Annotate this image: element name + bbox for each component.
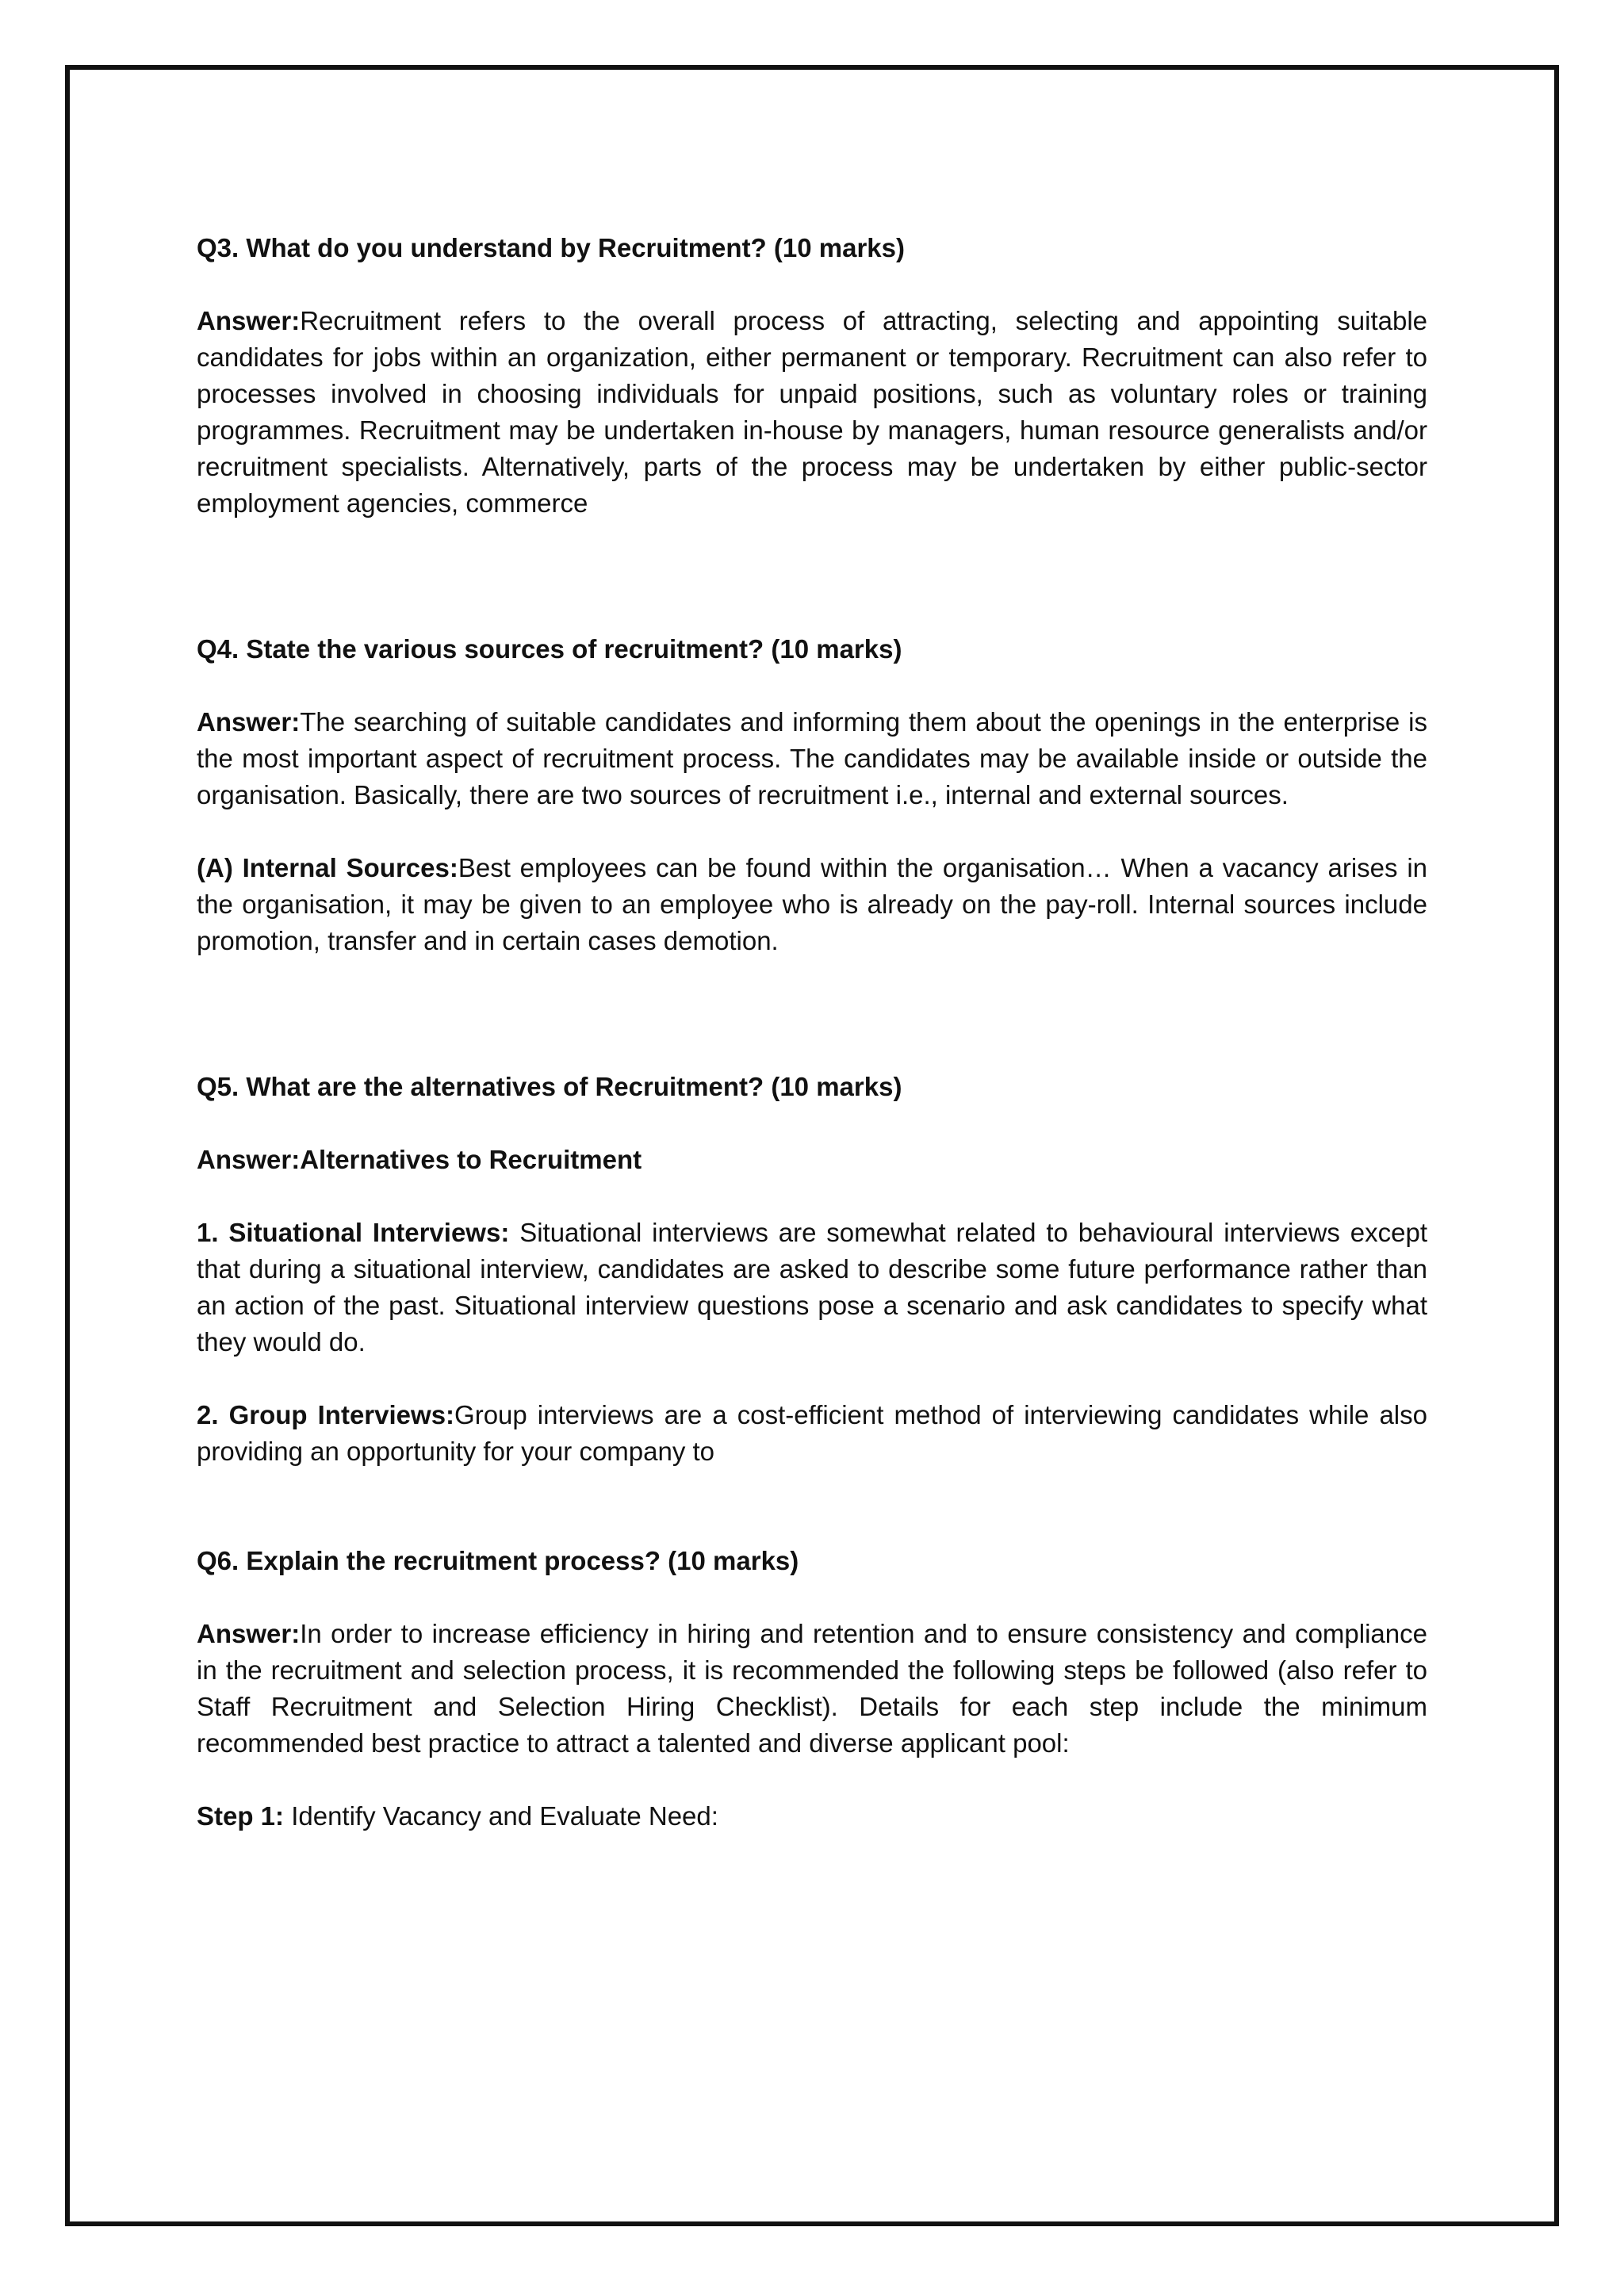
- q5-heading: Q5. What are the alternatives of Recruitment? (10 marks): [197, 1072, 902, 1101]
- q3-answer-text: Recruitment refers to the overall process of attracting, selecting and appointing suitable candidates for jobs within an organization, either permanent or temporary. Recruitment can also refer to processes involved in choosing individuals for unpaid positions, such as voluntary roles or training programmes. Recruitment may be undertaken in-house by managers, human resource generalists and/or recruitment specialists. Alternatively, parts of the process may be undertaken by either public-sector employment agencies, commerce: [197, 306, 1427, 518]
- q5-item1-text: Situational interviews are somewhat related to behavioural interviews except that during a situational interview, candidates are asked to describe some future performance rather than an action of the past. Situational interview questions pose a scenario and ask candidates to specify what they would do.: [197, 1218, 1427, 1357]
- q6-answer: [197, 1616, 1427, 1762]
- q5-answer-title: Alternatives to Recruitment: [300, 1145, 642, 1174]
- q4-internal-sources: [197, 850, 1427, 959]
- q3-answer: [197, 303, 1427, 522]
- q4-answer: [197, 704, 1427, 813]
- q6-step1-text: Identify Vacancy and Evaluate Need:: [284, 1801, 718, 1831]
- q4-answer-text: The searching of suitable candidates and informing them about the openings in the enterprise is the most important aspect of recruitment process. The candidates may be available inside or outside the organisation. Basically, there are two sources of recruitment i.e., internal and external sources.: [197, 707, 1427, 809]
- q5-answer-label: Answer:: [197, 1145, 301, 1174]
- q5-item-1: [197, 1215, 1427, 1360]
- q6-answer-label: Answer:: [197, 1619, 301, 1648]
- q4-answer-label: Answer:: [197, 707, 301, 737]
- q4-internal-text: Best employees can be found within the organisation… When a vacancy arises in the organisation, it may be given to an employee who is already on the pay-roll. Internal sources include promotion, transfer and in certain cases demotion.: [197, 853, 1428, 955]
- q5-item2-label: 2. Group Interviews:: [197, 1400, 455, 1429]
- q4-internal-label: (A) Internal Sources:: [197, 853, 458, 882]
- q3-heading: Q3. What do you understand by Recruitment? (10 marks): [197, 233, 905, 262]
- q6-heading: Q6. Explain the recruitment process? (10 marks): [197, 1546, 799, 1575]
- q6-step1-label: Step 1:: [197, 1801, 285, 1831]
- q5-item1-label: 1. Situational Interviews:: [197, 1218, 510, 1247]
- q6-step-1: [197, 1798, 1427, 1835]
- q5-item-2: [197, 1397, 1427, 1470]
- q5-answer: [197, 1142, 1427, 1178]
- q3-answer-label: Answer:: [197, 306, 301, 335]
- q6-answer-text: In order to increase efficiency in hiring and retention and to ensure consistency and compliance in the recruitment and selection process, it is recommended the following steps be followed (also refer to Staff Recruitment and Selection Hiring Checklist). Details for each step include the minimum recommended best practice to attract a talented and diverse applicant pool:: [197, 1619, 1427, 1758]
- q4-heading: Q4. State the various sources of recruitment? (10 marks): [197, 634, 902, 664]
- q5-item2-text: Group interviews are a cost-efficient method of interviewing candidates while also providing an opportunity for your company to: [197, 1400, 1427, 1466]
- document-body: [197, 230, 1427, 1835]
